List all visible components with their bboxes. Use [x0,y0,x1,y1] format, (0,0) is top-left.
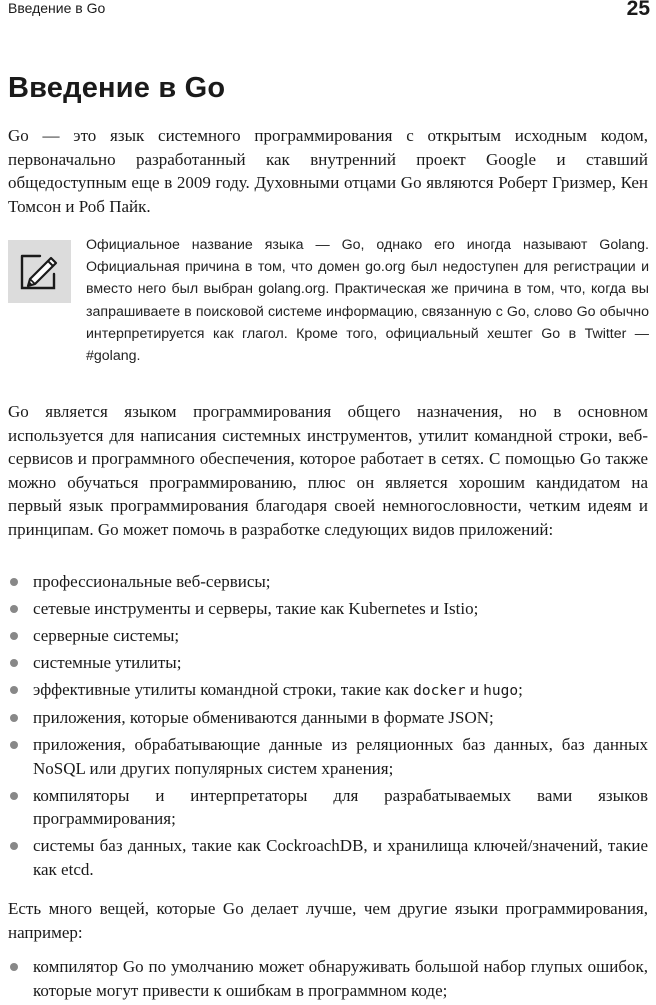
list-item: эффективные утилиты командной строки, такие как docker и hugo; [8,678,648,704]
body-paragraph: Есть много вещей, которые Go делает лучше, чем другие языки программирования, например: [8,899,648,942]
list-item: системы баз данных, такие как CockroachDB, и хранилища ключей/значений, такие как etcd. [8,834,648,881]
list-item: серверные системы; [8,624,648,648]
list-item: приложения, которые обмениваются данными в формате JSON; [8,706,648,730]
bullet-icon [10,605,18,613]
inline-code: hugo [483,682,519,699]
pen-note-icon [8,240,71,303]
list-item: системные утилиты; [8,651,648,675]
running-head: Введение в Go [8,0,106,16]
bullet-icon [10,578,18,586]
bullet-icon [10,632,18,640]
list-item: компиляторы и интерпретаторы для разрабатываемых вами языков программирования; [8,784,648,831]
bullet-icon [10,686,18,694]
bullet-icon [10,963,18,971]
bullet-icon [10,741,18,749]
list-item: компилятор Go по умолчанию может обнаруживать большой набор глупых ошибок, которые могут привести к ошибкам в программном коде; [8,955,648,1002]
page-number: 25 [626,0,650,20]
bullet-icon [10,714,18,722]
bullet-icon [10,842,18,850]
list-item: профессиональные веб-сервисы; [8,570,648,594]
list-item: сетевые инструменты и серверы, такие как Kubernetes и Istio; [8,597,648,621]
chapter-title: Введение в Go [8,72,226,104]
inline-code: docker [413,682,466,699]
bullet-icon [10,659,18,667]
application-list [8,570,648,885]
advantages-list [8,955,648,1005]
intro-paragraph: Go — это язык системного программирования с открытым исходным кодом, первоначально разработанный как внутренний проект Google и ставший общедоступным еще в 2009 году. Духовными отцами Go являются Роберт Гризмер, Кен Томсон и Роб Пайк. [8,126,648,216]
body-paragraph: Go является языком программирования общего назначения, но в основном используется для написания системных инструментов, утилит командной строки, веб-сервисов и программного обеспечения, которое работает в сетях. С помощью Go также можно обучаться программированию, плюс он является хорошим кандидатом на первый язык программирования благодаря своей немногословности, четким идеям и принципам. Go может помочь в разработке следующих видов приложений: [8,402,648,539]
list-item: приложения, обрабатывающие данные из реляционных баз данных, баз данных NoSQL или других популярных систем хранения; [8,733,648,780]
note-text: Официальное название языка — Go, однако его иногда называют Golang. Официальная причина в том, что домен go.org был недоступен для регистрации и вместо него был выбран golang.org. Практическая же причина в том, что, когда вы запрашиваете в поисковой системе информацию, связанную с Go, слово Go обычно интерпретируется как глагол. Кроме того, официальный хештег Go в Twitter — #golang. [86,237,649,365]
bullet-icon [10,792,18,800]
